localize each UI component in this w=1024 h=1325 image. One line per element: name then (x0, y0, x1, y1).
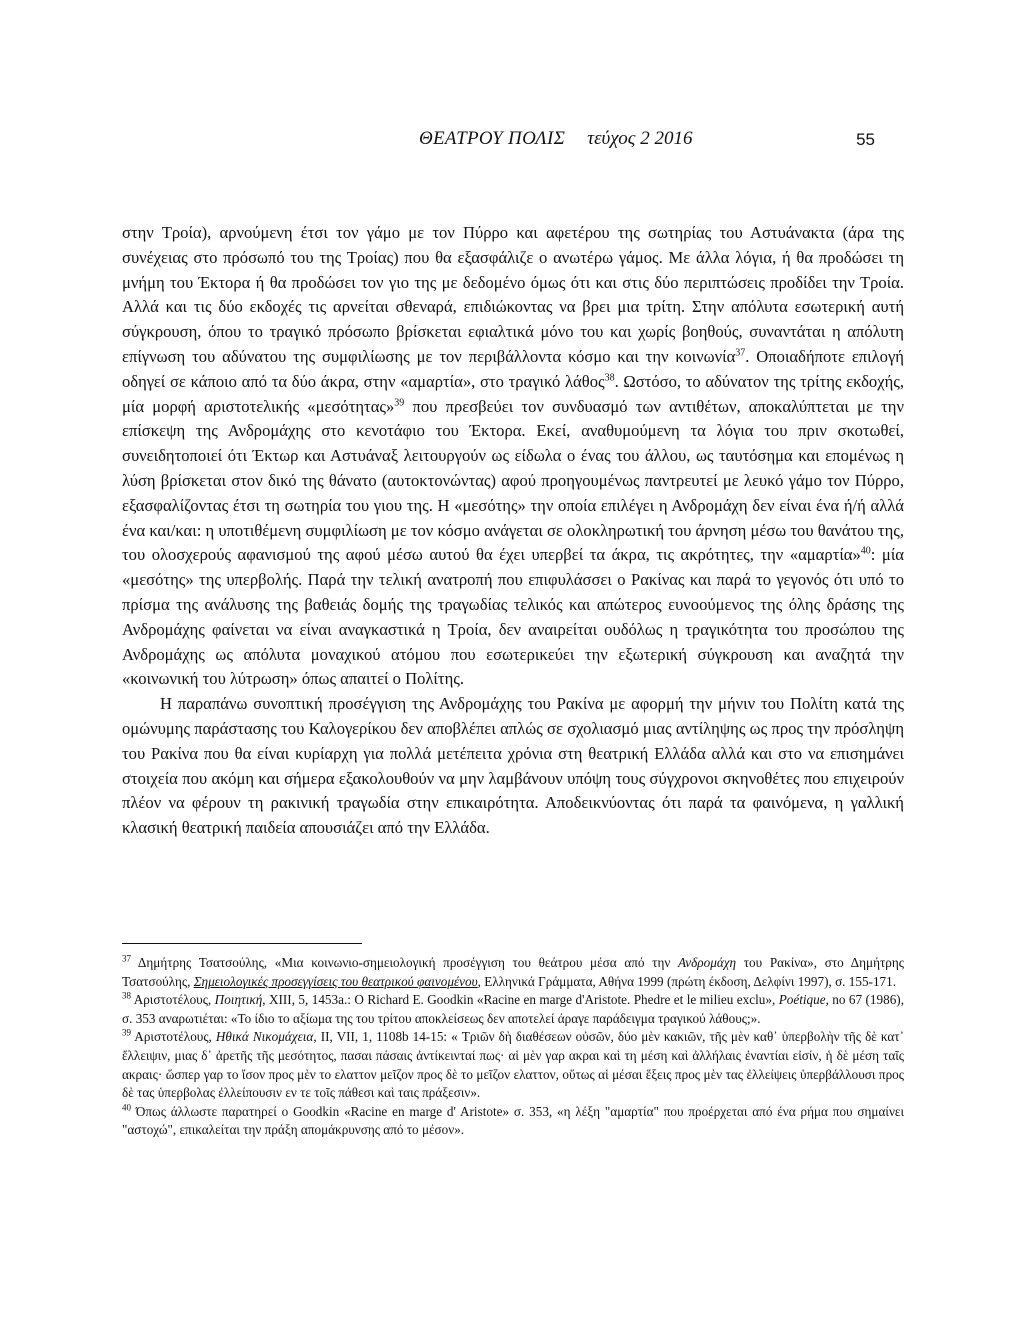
footnote-text: , Ελληνικά Γράμματα, Αθήνα 1999 (πρώτη έκδοση, Δελφίνι 1997), σ. 155-171. (477, 973, 897, 989)
footnote-text: , no 67 (1986), σ. 353 αναρωτιέται: «Το ίδιο το αξίωμα της του τρίτου αποκλείσεως δεν αποτελεί άραγε παράδειγμα τραγικού λάθους;». (122, 992, 904, 1026)
footnote-38 (122, 991, 904, 1028)
issue-info: τεύχος 2 2016 (587, 128, 693, 149)
footnote-number: 40 (122, 1102, 131, 1113)
footnote-text: Αριστοτέλους, (131, 1029, 216, 1045)
footnote-ref-38[interactable]: 38 (604, 372, 615, 384)
footnote-39 (122, 1028, 904, 1102)
footnote-number: 39 (122, 1027, 131, 1038)
footnote-ref-40[interactable]: 40 (860, 545, 871, 557)
page-number: 55 (856, 130, 875, 149)
footnote-text: , XIII, 5, 1453a.: O Richard E. Goodkin «Racine en marge d'Aristote. Phedre et le milieu exclu», (262, 992, 779, 1008)
footnote-text: του Ρακίνα», στο Δημήτρης Τσατσούλης, (122, 955, 904, 989)
footnote-37 (122, 954, 904, 991)
footnote-separator (122, 943, 362, 944)
footnote-title: Ανδρομάχη (677, 955, 737, 970)
footnote-title: Σημειολογικές προσεγγίσεις του θεατρικού φαινομένου (193, 973, 478, 989)
footnote-title: Ηθικά Νικομάχεια (215, 1029, 314, 1045)
text-run: στην Τροία), αρνούμενη έτσι τον γάμο με τον Πύρρο και αφετέρου της σωτηρίας του Αστυάνακτα (άρα της συνέχειας στο πρόσωπό του της Τροίας) που θα εξασφάλιζε ο ανωτέρω γάμος. Με άλλα λόγια, ή θα προδώσει τη μνήμη του Έκτορα ή θα προδώσει τον γιο της με δεδομένο όμως ότι και στις δύο περιπτώσεις προδίδει την Τροία. Αλλά και τις δύο εκδοχές τις αρνείται σθεναρά, επιδιώκοντας να βρει μια τρίτη. Στην απόλυτα εσωτερική αυτή σύγκρουση, όπου το τραγικό πρόσωπο βρίσκεται εφιαλτικά μόνο του και χωρίς βοηθούς, συναντάται η απόλυτη επίγνωση του αδύνατου της συμφιλίωσης με τον περιβάλλοντα κόσμο και την κοινωνία (122, 223, 904, 366)
footnote-title: Ποιητική (214, 992, 263, 1008)
paragraph-2: Η παραπάνω συνοπτική προσέγγιση της Ανδρομάχης του Ρακίνα με αφορμή την μήνιν του Πολίτη κατά της ομώνυμης παράστασης του Καλογερίκου δεν αποβλέπει απλώς σε σχολιασμό μιας αντίληψης ως προς την πρόσληψη του Ρακίνα που θα είναι κυρίαρχη για πολλά μετέπειτα χρόνια στη θεατρική Ελλάδα αλλά και στο να επισημάνει στοιχεία που ακόμη και σήμερα εξακολουθούν να μην λαμβάνουν υπόψη τους σύγχρονοι σκηνοθέτες που επιχειρούν πλέον να φέρουν τη ρακινική τραγωδία στην επικαιρότητα. Αποδεικνύοντας ότι παρά τα φαινόμενα, η γαλλική κλασική θεατρική παιδεία απουσιάζει από την Ελλάδα. (122, 694, 904, 838)
footnote-number: 38 (122, 990, 131, 1001)
footnotes (122, 954, 904, 1140)
footnote-ref-39[interactable]: 39 (394, 397, 405, 409)
journal-title: ΘΕΑΤΡΟΥ ΠΟΛΙΣ (419, 128, 566, 149)
footnote-text: Αριστοτέλους, (131, 992, 215, 1008)
text-run: που πρεσβεύει τον συνδυασμό των αντιθέτων, αποκαλύπτεται με την επίσκεψη της Ανδρομάχης στο κενοτάφιο του Έκτορα. Εκεί, αναθυμούμενη τα λόγια του πριν σκοτωθεί, συνειδητοποιεί ότι Έκτωρ και Αστυάναξ λειτουργούν ως είδωλα ο ένας του άλλου, ως ταυτόσημα και επομένως η λύση βρίσκεται στον δικό της θάνατο (αυτοκτονώντας) αφού προηγουμένως παντρευτεί με λευκό γάμο τον Πύρρο, εξασφαλίζοντας έτσι τη σωτηρία του γιου της. Η «μεσότης» την οποία επιλέγει η Ανδρομάχη δεν είναι ένα ή/ή αλλά ένα και/και: η υποτιθέμενη συμφιλίωση με τον κόσμο ανάγεται σε ολοκληρωτική του άρνηση μέσω του θανάτου της, του ολοσχερούς αφανισμού της αφού μέσω αυτού θα έχει υπερβεί τα άκρα, τις ακρότητες, την «αμαρτία» (122, 396, 904, 565)
footnote-ref-37[interactable]: 37 (735, 347, 746, 359)
paragraph-1 (122, 221, 904, 692)
footnote-text: Όπως άλλωστε παρατηρεί ο Goodkin «Racine en marge d' Aristote» σ. 353, «η λέξη "αμαρτία" που προέρχεται από ένα ρήμα που σημαίνει "αστοχώ", επικαλείται την πράξη απομάκρυνσης από το μέσον». (122, 1103, 904, 1138)
running-header (419, 128, 879, 158)
text-run: . Ωστόσο, το αδύνατον της τρίτης εκδοχής, μία μορφή αριστοτελικής «μεσότητας» (122, 371, 904, 416)
footnote-text: Δημήτρης Τσατσούλης, «Μια κοινωνιο-σημειολογική προσέγγιση του θεάτρου μέσα από την (131, 955, 678, 970)
text-run: : μία «μεσότης» της υπερβολής. Παρά την τελική ανατροπή που επιφυλάσσει ο Ρακίνας και παρά το γεγονός ότι υπό το πρίσμα της ανάλυσης της βαθειάς δομής της τραγωδίας τελικός και απώτερος ευνοούμενος της όλης δράσης της Ανδρομάχης φαίνεται να είναι αναγκαστικά η Τροία, δεν αναιρείται ουδόλως η τραγικότητα του προσώπου της Ανδρομάχης ως απόλυτα μοναχικού ατόμου που εσωτερικεύει την εξωτερική σύγκρουση και αναζητά την «κοινωνική του λύτρωση» όπως απαιτεί ο Πολίτης. (122, 545, 904, 689)
footnote-40 (122, 1103, 904, 1140)
text-run: . Οποιαδήποτε επιλογή οδηγεί σε κάποιο από τα δύο άκρα, στην «αμαρτία», στο τραγικό λάθος (122, 346, 904, 391)
footnote-title: Poétique (778, 992, 826, 1008)
footnote-number: 37 (122, 953, 131, 964)
main-text (122, 221, 904, 841)
footnote-text: , II, VII, 1, 1108b 14-15: « Τριῶν δὴ διαθέσεων οὐσῶν, δύο μὲν κακιῶν, τῆς μὲν καθ᾽ ὑπερβολὴν τῆς δὲ κατ᾽ ἔλλειψιν, μιας δ᾽ ἀρετῆς τῆς μεσότητος, πασαι πάσαις ἀντίκεινταί πως· αἱ μὲν γαρ ακραι καὶ τη μέση καὶ ἀλλήλαις ἐναντίαι εἰσίν, ἡ δὲ μέση ταῖς ακραις· ὥσπερ γαρ το ἴσον προς μὲν το ελαττον μεῖζον προς δὲ το μεῖζον ελαττον, οὕτως αἱ μέσαι ἕξεις προς μὲν τας ἐλλείψεις ὑπερβάλλουσι προς δὲ τας ὑπερβολας ἐλλείπουσιν εν τε τοῖς πάθεσι καὶ ταις πράξεσιν». (122, 1029, 904, 1101)
